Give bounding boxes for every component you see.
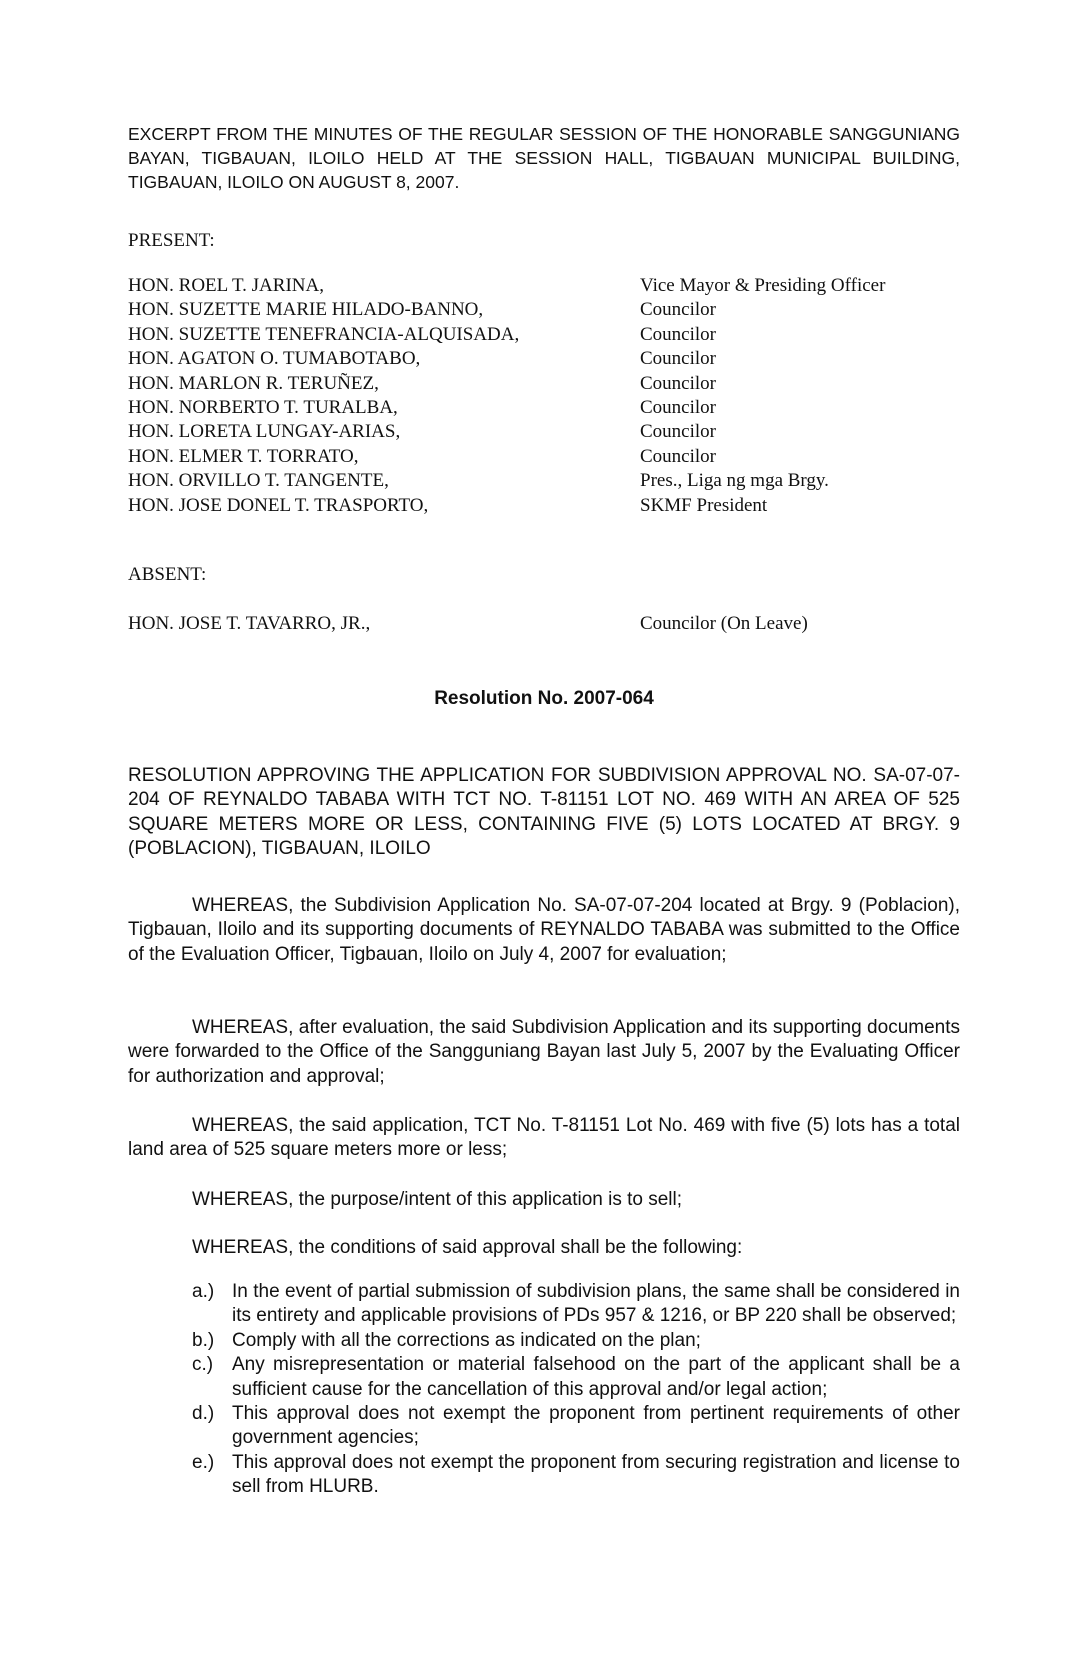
attendee-row xyxy=(128,445,960,469)
condition-item xyxy=(128,1329,960,1353)
attendee-name: HON. ELMER T. TORRATO, xyxy=(128,445,359,467)
attendee-name: HON. MARLON R. TERUÑEZ, xyxy=(128,372,379,394)
attendee-name: HON. AGATON O. TUMABOTABO, xyxy=(128,348,421,370)
attendee-name: HON. JOSE DONEL T. TRASPORTO, xyxy=(128,494,429,516)
attendee-row xyxy=(128,494,960,518)
condition-marker: b.) xyxy=(192,1329,215,1351)
attendee-row xyxy=(128,347,960,371)
whereas-clause: WHEREAS, after evaluation, the said Subdivision Application and its supporting documents were forwarded to the Office of the Sangguniang Bayan last July 5, 2007 by the Evaluating Officer for authorization and approval; xyxy=(128,1017,960,1087)
condition-text: This approval does not exempt the proponent from pertinent requirements of other government agencies; xyxy=(232,1403,960,1449)
absent-label: ABSENT: xyxy=(128,564,207,585)
attendee-name: HON. SUZETTE MARIE HILADO-BANNO, xyxy=(128,299,484,321)
condition-item xyxy=(128,1402,960,1451)
condition-item xyxy=(128,1353,960,1402)
condition-item xyxy=(128,1280,960,1329)
attendee-role: Councilor xyxy=(640,348,716,370)
condition-text: In the event of partial submission of subdivision plans, the same shall be considered in its entirety and applicable provisions of PDs 957 & 1216, or BP 220 shall be observed; xyxy=(232,1281,960,1327)
present-label: PRESENT: xyxy=(128,230,215,251)
absentee-row xyxy=(128,612,960,636)
condition-item xyxy=(128,1451,960,1500)
attendee-role: Councilor xyxy=(640,445,716,467)
condition-marker: a.) xyxy=(192,1281,215,1302)
condition-text: This approval does not exempt the proponent from securing registration and license to sell from HLURB. xyxy=(232,1451,960,1498)
minutes-header: EXCERPT FROM THE MINUTES OF THE REGULAR SESSION OF THE HONORABLE SANGGUNIANG BAYAN, TIGBAUAN, ILOILO HELD AT THE SESSION HALL, TIGBAUAN MUNICIPAL BUILDING, TIGBAUAN, ILOILO ON AUGUST 8, 2007. xyxy=(128,124,960,192)
attendee-row xyxy=(128,372,960,396)
absentee-name: HON. JOSE T. TAVARRO, JR., xyxy=(128,613,371,634)
condition-marker: c.) xyxy=(192,1354,214,1376)
whereas-clause: WHEREAS, the conditions of said approval shall be the following: xyxy=(192,1237,743,1258)
attendee-role: Councilor xyxy=(640,299,716,321)
present-list xyxy=(128,274,960,518)
attendee-name: HON. LORETA LUNGAY-ARIAS, xyxy=(128,421,401,443)
attendee-role: Vice Mayor & Presiding Officer xyxy=(640,275,886,296)
whereas-clause: WHEREAS, the said application, TCT No. T-81151 Lot No. 469 with five (5) lots has a total land area of 525 square meters more or less; xyxy=(128,1115,960,1161)
conditions-list xyxy=(128,1280,960,1500)
whereas-clause: WHEREAS, the Subdivision Application No. SA-07-07-204 located at Brgy. 9 (Poblacion), Tigbauan, Iloilo and its supporting documents of REYNALDO TABABA was submitted to the Office of the Evaluation Officer, Tigbauan, Iloilo on July 4, 2007 for evaluation; xyxy=(128,895,960,965)
attendee-row xyxy=(128,420,960,444)
resolution-number: Resolution No. 2007-064 xyxy=(434,688,654,709)
attendee-name: HON. NORBERTO T. TURALBA, xyxy=(128,396,398,418)
attendee-role: Councilor xyxy=(640,396,716,418)
attendee-row xyxy=(128,396,960,420)
condition-marker: d.) xyxy=(192,1403,215,1425)
resolution-title: RESOLUTION APPROVING THE APPLICATION FOR SUBDIVISION APPROVAL NO. SA-07-07-204 OF REYNALDO TABABA WITH TCT NO. T-81151 LOT NO. 469 WITH AN AREA OF 525 SQUARE METERS MORE OR LESS, CONTAINING FIVE (5) LOTS LOCATED AT BRGY. 9 (POBLACION), TIGBAUAN, ILOILO xyxy=(128,765,960,860)
attendee-row xyxy=(128,323,960,347)
attendee-role: Councilor xyxy=(640,323,716,345)
attendee-row xyxy=(128,274,960,298)
attendee-row xyxy=(128,298,960,322)
attendee-row xyxy=(128,469,960,493)
attendee-role: Pres., Liga ng mga Brgy. xyxy=(640,470,829,492)
condition-text: Any misrepresentation or material falsehood on the part of the applicant shall be a sufficient cause for the cancellation of this approval and/or legal action; xyxy=(232,1354,960,1400)
attendee-name: HON. SUZETTE TENEFRANCIA-ALQUISADA, xyxy=(128,323,520,345)
condition-text: Comply with all the corrections as indicated on the plan; xyxy=(232,1329,701,1351)
absent-list xyxy=(128,612,960,636)
condition-marker: e.) xyxy=(192,1451,215,1473)
attendee-role: Councilor xyxy=(640,421,716,443)
whereas-clause: WHEREAS, the purpose/intent of this application is to sell; xyxy=(192,1189,683,1210)
attendee-role: SKMF President xyxy=(640,494,768,516)
attendee-name: HON. ROEL T. JARINA, xyxy=(128,275,324,296)
absentee-role: Councilor (On Leave) xyxy=(640,613,808,634)
attendee-name: HON. ORVILLO T. TANGENTE, xyxy=(128,470,389,492)
attendee-role: Councilor xyxy=(640,372,716,394)
